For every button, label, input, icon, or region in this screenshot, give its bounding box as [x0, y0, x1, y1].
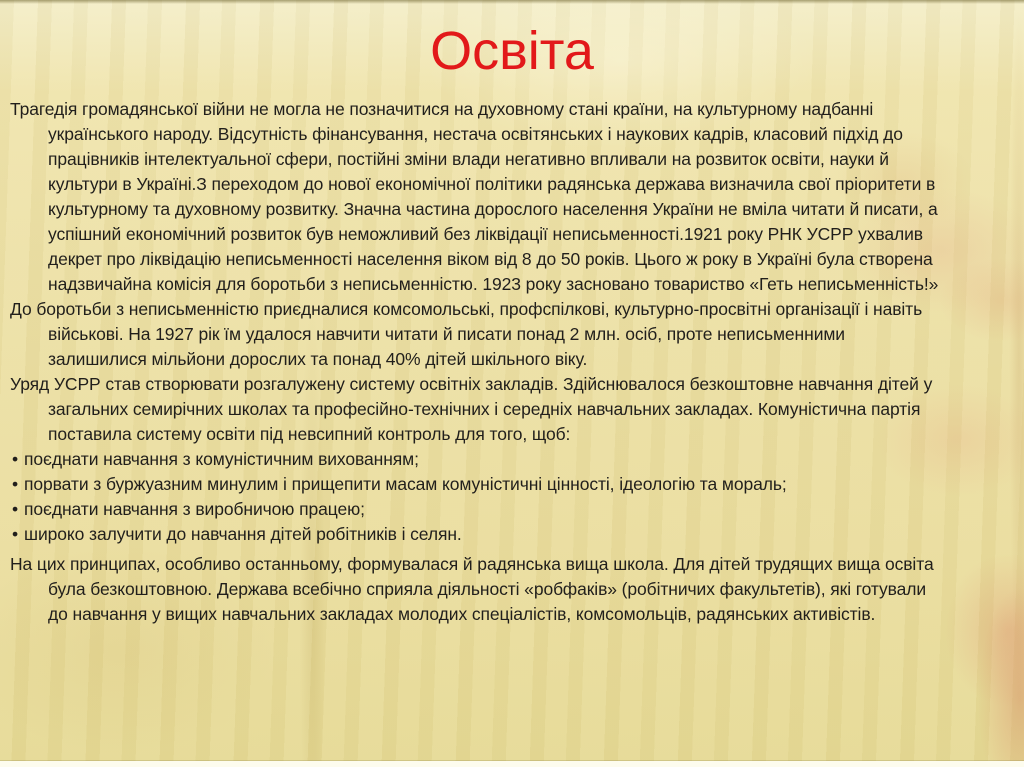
- bullet-text: широко залучити до навчання дітей робітників і селян.: [24, 524, 462, 544]
- bullet-icon: •: [12, 449, 19, 469]
- bullet-item: [0, 447, 946, 472]
- bullet-item: [0, 497, 946, 522]
- bullet-icon: •: [12, 524, 19, 544]
- body-paragraph: До боротьби з неписьменністю приєдналися комсомольські, профспілкові, культурно-просвітні організації і навіть військові. На 1927 рік їм удалося навчити читати й писати понад 2 млн. осіб, проте неписьменними залишилися мільйони дорослих та понад 40% дітей шкільного віку.: [10, 299, 923, 369]
- bullet-icon: •: [12, 499, 19, 519]
- slide-body: [0, 97, 946, 627]
- bullet-item: [0, 472, 946, 497]
- bullet-text: поєднати навчання з виробничою працею;: [24, 499, 365, 519]
- slide-title: Освіта: [430, 21, 594, 81]
- bullet-text: порвати з буржуазним минулим і прищепити масам комуністичні цінності, ідеологію та мораль;: [24, 474, 787, 494]
- body-paragraph: Уряд УСРР став створювати розгалужену систему освітніх закладів. Здійснювалося безкоштовне навчання дітей у загальних семирічних школах та професійно-технічних і середніх навчальних закладах. Комуністична партія поставила систему освіти під невсипний контроль для того, щоб:: [10, 374, 933, 444]
- slide-bottom-strip: [0, 761, 1024, 767]
- body-paragraph: На цих принципах, особливо останньому, формувалася й радянська вища школа. Для дітей трудящих вища освіта була безкоштовною. Держава всебічно сприяла діяльності «робфаків» (робітничих факультетів), які готували до навчання у вищих навчальних закладах молодих спеціалістів, комсомольців, радянських активістів.: [10, 554, 934, 624]
- slide-top-edge-shadow: [0, 0, 1024, 4]
- bullet-text: поєднати навчання з комуністичним вихованням;: [24, 449, 419, 469]
- body-paragraph: Трагедія громадянської війни не могла не позначитися на духовному стані країни, на культурному надбанні українського народу. Відсутність фінансування, нестача освітянських і наукових кадрів, класовий підхід до працівників інтелектуальної сфери, постійні зміни влади негативно впливали на розвиток освіти, науки й культури в Україні.З переходом до нової економічної політики радянська держава визначила свої пріоритети в культурному та духовному розвитку. Значна частина дорослого населення України не вміла читати й писати, а успішний економічний розвиток був неможливий без ліквідації неписьменності.1921 року РНК УСРР ухвалив декрет про ліквідацію неписьменності населення віком від 8 до 50 років. Цього ж року в Україні була створена надзвичайна комісія для боротьби з неписьменністю. 1923 року засновано товариство «Геть неписьменність!»: [10, 99, 939, 294]
- bullet-icon: •: [12, 474, 19, 494]
- bullet-item: [0, 522, 946, 547]
